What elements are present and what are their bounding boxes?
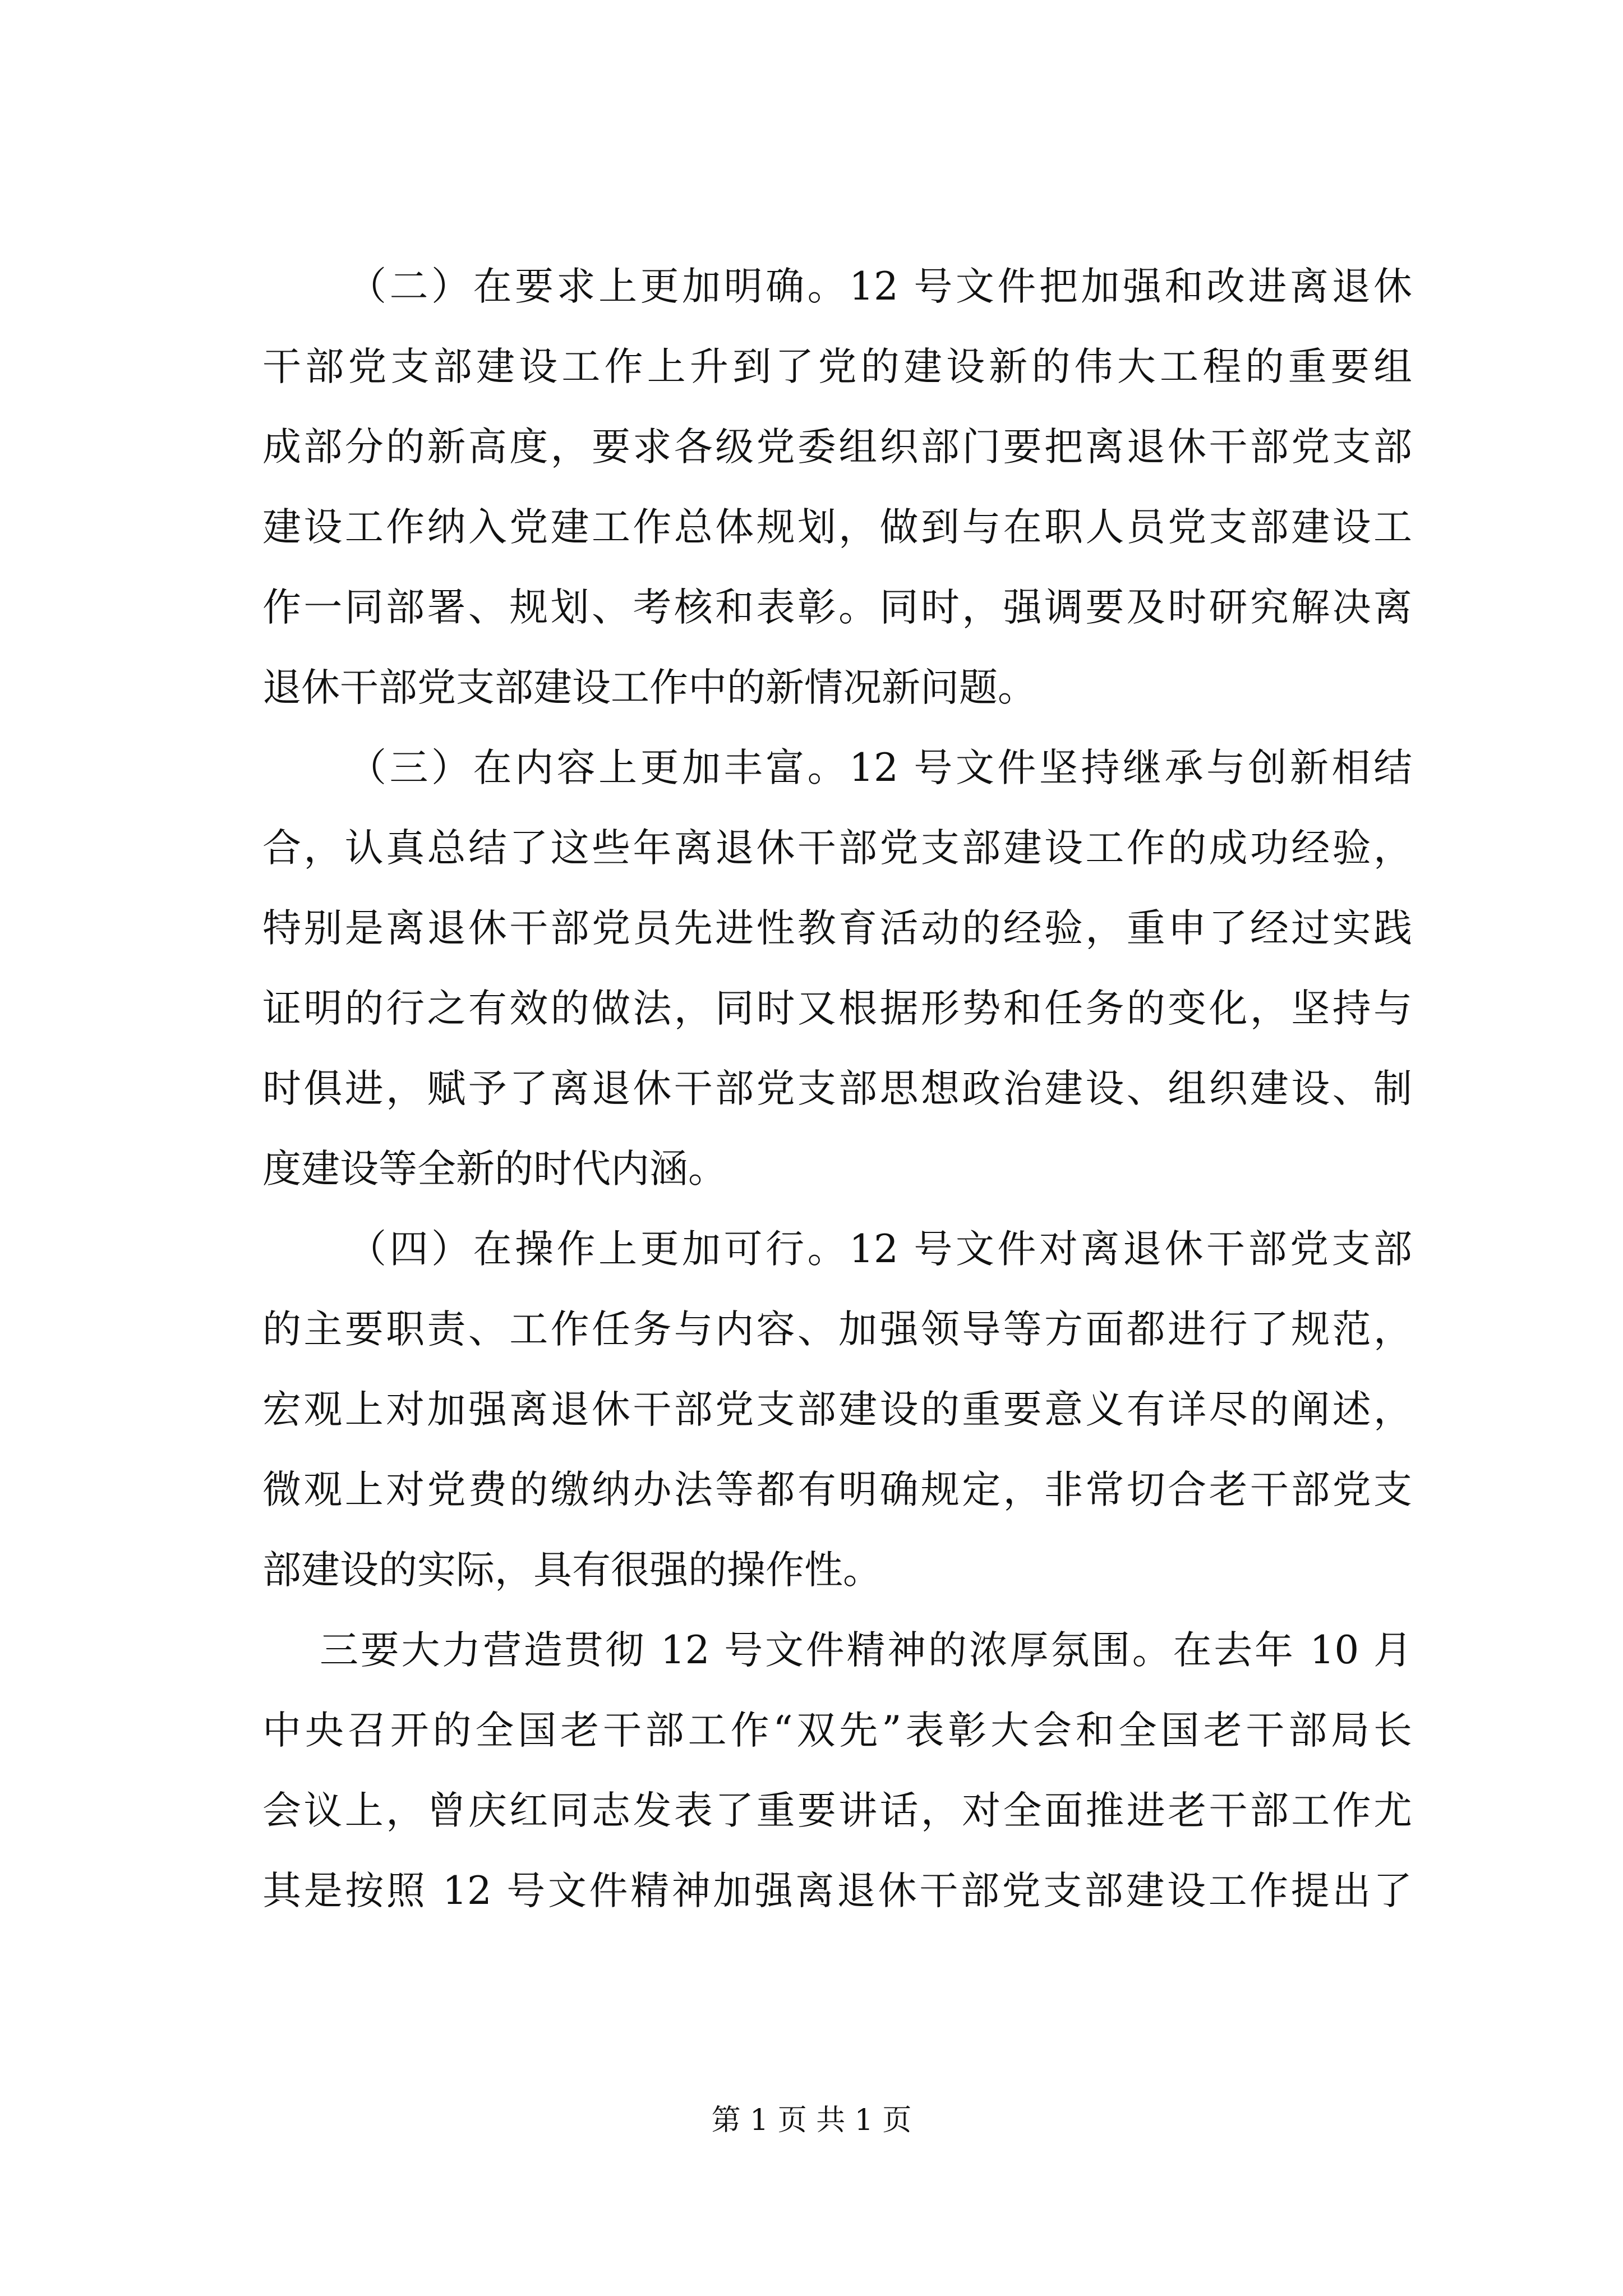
text-line: 时俱进，赋予了离退休干部党支部思想政治建设、组织建设、制 xyxy=(262,1066,1412,1111)
text-line: 宏观上对加强离退休干部党支部建设的重要意义有详尽的阐述， xyxy=(262,1387,1412,1432)
text-line: 会议上，曾庆红同志发表了重要讲话，对全面推进老干部工作尤 xyxy=(262,1788,1412,1833)
text-line: 建设工作纳入党建工作总体规划，做到与在职人员党支部建设工 xyxy=(262,505,1412,550)
text-line: 的主要职责、工作任务与内容、加强领导等方面都进行了规范， xyxy=(262,1307,1412,1352)
page-footer xyxy=(0,2101,1623,2140)
text-line: 三要大力营造贯彻 12 号文件精神的浓厚氛围。在去年 10 月 xyxy=(320,1628,1412,1673)
text-line: 其是按照 12 号文件精神加强离退休干部党支部建设工作提出了 xyxy=(262,1869,1412,1913)
text-line: （二）在要求上更加明确。12 号文件把加强和改进离退休 xyxy=(348,264,1412,309)
paragraph-4 xyxy=(262,1209,1412,1611)
text-line: 干部党支部建设工作上升到了党的建设新的伟大工程的重要组 xyxy=(262,344,1412,389)
text-line: 作一同部署、规划、考核和表彰。同时，强调要及时研究解决离 xyxy=(262,585,1412,630)
text-line: 微观上对党费的缴纳办法等都有明确规定，非常切合老干部党支 xyxy=(262,1467,1412,1512)
text-line: 证明的行之有效的做法，同时又根据形势和任务的变化，坚持与 xyxy=(262,986,1412,1031)
text-line: 成部分的新高度，要求各级党委组织部门要把离退休干部党支部 xyxy=(262,425,1412,470)
text-line: 合，认真总结了这些年离退休干部党支部建设工作的成功经验， xyxy=(262,826,1412,871)
text-line: 度建设等全新的时代内涵。 xyxy=(262,1147,727,1191)
text-line: （三）在内容上更加丰富。12 号文件坚持继承与创新相结 xyxy=(348,746,1412,790)
document-body xyxy=(262,247,1412,1931)
text-line: 退休干部党支部建设工作中的新情况新问题。 xyxy=(262,665,1036,710)
paragraph-2 xyxy=(262,247,1412,728)
text-line: 中央召开的全国老干部工作“双先”表彰大会和全国老干部局长 xyxy=(262,1708,1412,1753)
text-line: 部建设的实际，具有很强的操作性。 xyxy=(262,1548,882,1593)
page-number-label: 第 1 页 共 1 页 xyxy=(711,2104,912,2137)
paragraph-5 xyxy=(262,1611,1412,1931)
text-line: （四）在操作上更加可行。12 号文件对离退休干部党支部 xyxy=(348,1227,1412,1272)
paragraph-3 xyxy=(262,728,1412,1209)
text-line: 特别是离退休干部党员先进性教育活动的经验，重申了经过实践 xyxy=(262,906,1412,951)
